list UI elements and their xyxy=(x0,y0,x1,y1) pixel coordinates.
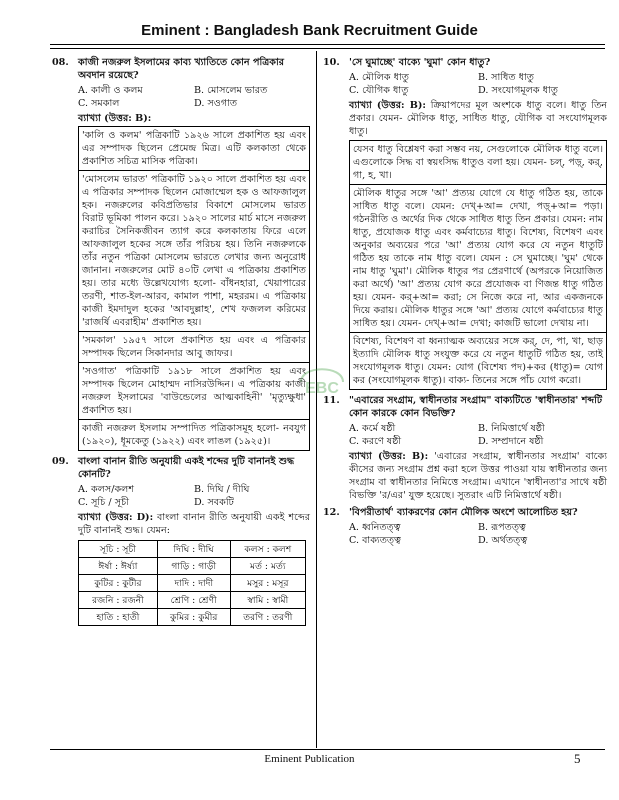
option-c: C. সমকাল xyxy=(78,98,120,109)
option-c: C. সূচি / সূচী xyxy=(78,497,129,508)
page-number: 5 xyxy=(574,751,581,766)
explanation-box: মৌলিক ধাতুর সঙ্গে 'আ' প্রত্যয় যোগে যে ধাতু গঠিত হয়, তাকে সাধিত ধাতু বলে। যেমন: দেখ্+আ= দেখা, পড়্+আ= পড়া। গঠনরীতি ও অর্থের দিক থেকে সাধিত ধাতু তিন প্রকার। যেমন: নাম ধাতু, প্রযোজক ধাতু এবং কর্মবাচ্যের ধাতু। বিশেষ্য, বিশেষণ এবং অনুকার অব্যয়ের পরে 'আ' প্রত্যয় যোগ করে যে নতুন ধাতুটি গঠিত হয় তাকে নাম ধাতু বলে। যেমন : সে ঘুমাচ্ছে। 'ঘুম' থেকে নাম ধাতু 'ঘুমা'। মৌলিক ধাতুর পর প্রেরণার্থে (অপরকে নিয়োজিত করা অর্থে) 'আ' প্রত্যয় যোগ করে প্রযোজক বা ণিজন্ত ধাতু গঠিত হয়। যেমন- কর্+আ= করা; সে নিজে করে না, আর একজনকে দিয়ে করায়। মৌলিক ধাতুর সঙ্গে 'আ' প্রত্যয় যোগে কর্মবাচ্যের ধাতু সাধিত হয়। যেমন- দেখ্+আ= দেখা; কাজটি ভালো দেখায় না। xyxy=(349,185,607,333)
explanation xyxy=(349,99,607,138)
question-number: 09. xyxy=(52,456,69,467)
question-08 xyxy=(52,56,310,451)
header-rule xyxy=(50,44,605,45)
explanation xyxy=(78,511,310,537)
option-b: B. মোসলেম ভারত xyxy=(194,85,268,96)
table-row xyxy=(79,592,306,609)
table-row xyxy=(79,558,306,575)
explanation-label: ব্যাখ্যা (উত্তর: D): xyxy=(78,512,154,523)
table-cell: কুটির : কুটীর xyxy=(79,575,158,592)
table-cell: দিঘি : দীঘি xyxy=(157,541,230,558)
option-d: D. সবকটি xyxy=(194,497,234,508)
table-cell: গাড়ি : গাড়ী xyxy=(157,558,230,575)
question-text: বাংলা বানান রীতি অনুযায়ী একই শব্দের দুটি বানানই শুদ্ধ কোনটি? xyxy=(78,456,295,480)
table-cell: স্বামি : স্বামী xyxy=(230,592,305,609)
explanation-box: 'মোসলেম ভারত' পত্রিকাটি ১৯২০ সালে প্রকাশিত হয় এবং এ পত্রিকার সম্পাদক ছিলেন মোজাম্মেল হক ও আফজালুল হক। নজরুলের কবিপ্রতিভার বিকাশে মোসলেম ভারত বিরাট ভূমিকা পালন করে। ১৯২০ সালের মার্চ মাসে নজরুল করাচির সৈনিকজীবন ত্যাগ করে কলকাতায় ফিরে এলে আফজালুল হকের সঙ্গে তাঁর পরিচয় হয়। তিনি নজরুলকে তাঁর নতুন পত্রিকা মোসলেম ভারতে লেখার জন্য অনুরোধ জানান। নজরুলের মোট ৪০টি লেখা এ পত্রিকায় প্রকাশিত হয়। তার মধ্যে উল্লেখযোগ্য হলো- বাঁধনহারা, খেয়াপারের তরণী, শাত-ইল-আরব, কামাল পাশা, মহররম। এ পত্রিকায় কাজী ইমদাদুল হকের 'আবদুল্লাহ', শেখ ফজলল করিমের 'রাজর্ষি এবরাহীম' প্রকাশিত হয়। xyxy=(78,171,310,332)
table-cell: তরণি : তরণী xyxy=(230,609,305,626)
header-rule-inner xyxy=(50,48,605,49)
option-d: D. সম্প্রদানে ষষ্ঠী xyxy=(478,436,544,447)
explanation-box: কাজী নজরুল ইসলাম সম্পাদিত পত্রিকাসমূহ হলো- নবযুগ (১৯২০), ধূমকেতু (১৯২২) এবং লাঙল (১৯২৫)। xyxy=(78,420,310,451)
question-11 xyxy=(323,394,607,502)
question-12 xyxy=(323,506,607,547)
explanation-label: ব্যাখ্যা (উত্তর: B): xyxy=(78,113,152,124)
options xyxy=(349,521,607,547)
left-column xyxy=(52,54,310,626)
question-text: 'সে ঘুমাচ্ছে' বাক্যে 'ঘুমা' কোন ধাতু? xyxy=(349,57,491,68)
explanation-text: 'এবারের সংগ্রাম, স্বাধীনতার সংগ্রাম' বাক্যে কীসের জন্য সংগ্রাম প্রশ্ন করা হলে উত্তর পাওয়া যায় স্বাধীনতার জন্য সংগ্রাম বা স্বাধীনতার নিমিত্তে সংগ্রাম। এখানে 'স্বাধীনতা'র সাথে ষষ্ঠী বিভক্তি 'র/এর' যুক্ত হয়েছে। সুতরাং এটি নিমিত্তার্থে ষষ্ঠী। xyxy=(349,451,607,501)
page-header: Eminent : Bangladesh Bank Recruitment Guide xyxy=(141,22,478,39)
explanation xyxy=(349,450,607,502)
option-d: D. সংযোগমূলক ধাতু xyxy=(478,85,558,96)
explanation-box: 'সওগাত' পত্রিকাটি ১৯১৮ সালে প্রকাশিত হয় এবং সম্পাদক ছিলেন মোহাম্মদ নাসিরউদ্দিন। এ পত্রিকায় কাজী নজরুল ইসলামের 'বাউন্ডেলের আত্মকাহিনী' 'মৃত্যুক্ষুধা' প্রকাশিত হয়। xyxy=(78,363,310,420)
table-cell: হাতি : হাতী xyxy=(79,609,158,626)
option-b: B. রূপতত্ত্ব xyxy=(478,522,526,533)
options xyxy=(349,422,607,448)
question-09 xyxy=(52,455,310,626)
table-cell: রজনি : রজনী xyxy=(79,592,158,609)
options xyxy=(349,71,607,97)
footer-publisher: Eminent Publication xyxy=(264,753,355,765)
right-column xyxy=(323,54,607,549)
watermark-text: EBC xyxy=(305,380,339,397)
question-number: 10. xyxy=(323,57,340,68)
option-b: B. দিঘি / দীঘি xyxy=(194,484,250,495)
table-cell: মসুর : মসূর xyxy=(230,575,305,592)
option-c: C. করণে ষষ্ঠী xyxy=(349,436,402,447)
option-c: C. যৌগিক ধাতু xyxy=(349,85,409,96)
table-cell: মর্ত : মর্ত্য xyxy=(230,558,305,575)
option-b: B. সাধিত ধাতু xyxy=(478,72,534,83)
spelling-table xyxy=(78,540,306,626)
option-b: B. নিমিত্তার্থে ষষ্ঠী xyxy=(478,423,545,434)
table-cell: কুমির : কুমীর xyxy=(157,609,230,626)
footer-rule xyxy=(50,749,605,750)
table-row xyxy=(79,541,306,558)
option-a: A. মৌলিক ধাতু xyxy=(349,72,410,83)
explanation-box: 'সমকাল' ১৯৫৭ সালে প্রকাশিত হয় এবং এ পত্রিকার সম্পাদক ছিলেন সিকানদার আবু জাফর। xyxy=(78,332,310,363)
option-d: D. অর্থতত্ত্ব xyxy=(478,535,528,546)
options xyxy=(78,483,310,509)
option-a: A. কর্মে ষষ্ঠী xyxy=(349,423,396,434)
table-row xyxy=(79,609,306,626)
option-a: A. কালী ও কলম xyxy=(78,85,143,96)
question-number: 11. xyxy=(323,395,340,406)
table-cell: সূচি : সূচী xyxy=(79,541,158,558)
explanation-text: ক্রিয়াপদের মূল অংশকে ধাতু বলে। ধাতু তিন প্রকার। যেমন- মৌলিক ধাতু, সাধিত ধাতু, যৌগিক বা সংযোগমূলক ধাতু। xyxy=(349,100,607,137)
explanation-label: ব্যাখ্যা (উত্তর: B): xyxy=(349,100,426,111)
question-text: "এবারের সংগ্রাম, স্বাধীনতার সংগ্রাম" বাক্যটিতে 'স্বাধীনতার' শব্দটি কোন কারকে কোন বিভক্তি? xyxy=(349,395,603,419)
explanation-label: ব্যাখ্যা (উত্তর: B): xyxy=(349,451,429,462)
table-row xyxy=(79,575,306,592)
option-a: A. ধ্বনিতত্ত্ব xyxy=(349,522,401,533)
table-cell: শ্রেণি : শ্রেণী xyxy=(157,592,230,609)
question-text: 'বিপরীতার্থ' ব্যাকরণের কোন মৌলিক অংশে আলোচিত হয়? xyxy=(349,507,578,518)
option-a: A. কলস/কলশ xyxy=(78,484,134,495)
question-10 xyxy=(323,56,607,390)
option-c: C. বাক্যতত্ত্ব xyxy=(349,535,401,546)
table-cell: ঈর্ষা : ঈর্ষ্যা xyxy=(79,558,158,575)
explanation-box: যেসব ধাতু বিশ্লেষণ করা সম্ভব নয়, সেগুলোকে মৌলিক ধাতু বলে। এগুলোকে সিদ্ধ বা স্বয়ংসিদ্ধ ধাতুও বলা হয়। যেমন- চল্, পড়্, কর্, গা, হ, খা। xyxy=(349,140,607,185)
explanation-box: বিশেষ্য, বিশেষণ বা ধ্বন্যাত্মক অব্যয়ের সঙ্গে কর্, দে, পা, খা, ছাড় ইত্যাদি মৌলিক ধাতু সংযুক্ত করে যে নতুন ধাতুটি গঠিত হয়, তাই সংযোগমূলক ধাতু। যেমন: যোগ (বিশেষ্য পদ)+কর (ধাতু)= যোগ কর (সংযোগমূলক ধাতু)। বাক্য- তিনের সঙ্গে পাঁচ যোগ করো। xyxy=(349,333,607,390)
explanation-text: বাংলা বানান রীতি অনুযায়ী একই শব্দের দুটি বানানই শুদ্ধ। যেমন: xyxy=(78,512,310,536)
question-text: কাজী নজরুল ইসলামের কাব্য খ্যাতিতে কোন পত্রিকার অবদান রয়েছে? xyxy=(78,57,285,81)
explanation-box: 'কালি ও কলম' পত্রিকাটি ১৯২৬ সালে প্রকাশিত হয় এবং এর সম্পাদক ছিলেন প্রেমেন্দ্র মিত্র। এটি কলকাতা থেকে প্রকাশিত সচিত্র মাসিক পত্রিকা। xyxy=(78,126,310,171)
table-cell: দাদি : দাদী xyxy=(157,575,230,592)
options xyxy=(78,84,310,110)
table-cell: কলস : কলশ xyxy=(230,541,305,558)
question-number: 08. xyxy=(52,57,69,68)
option-d: D. সওগাত xyxy=(194,98,238,109)
question-number: 12. xyxy=(323,507,340,518)
